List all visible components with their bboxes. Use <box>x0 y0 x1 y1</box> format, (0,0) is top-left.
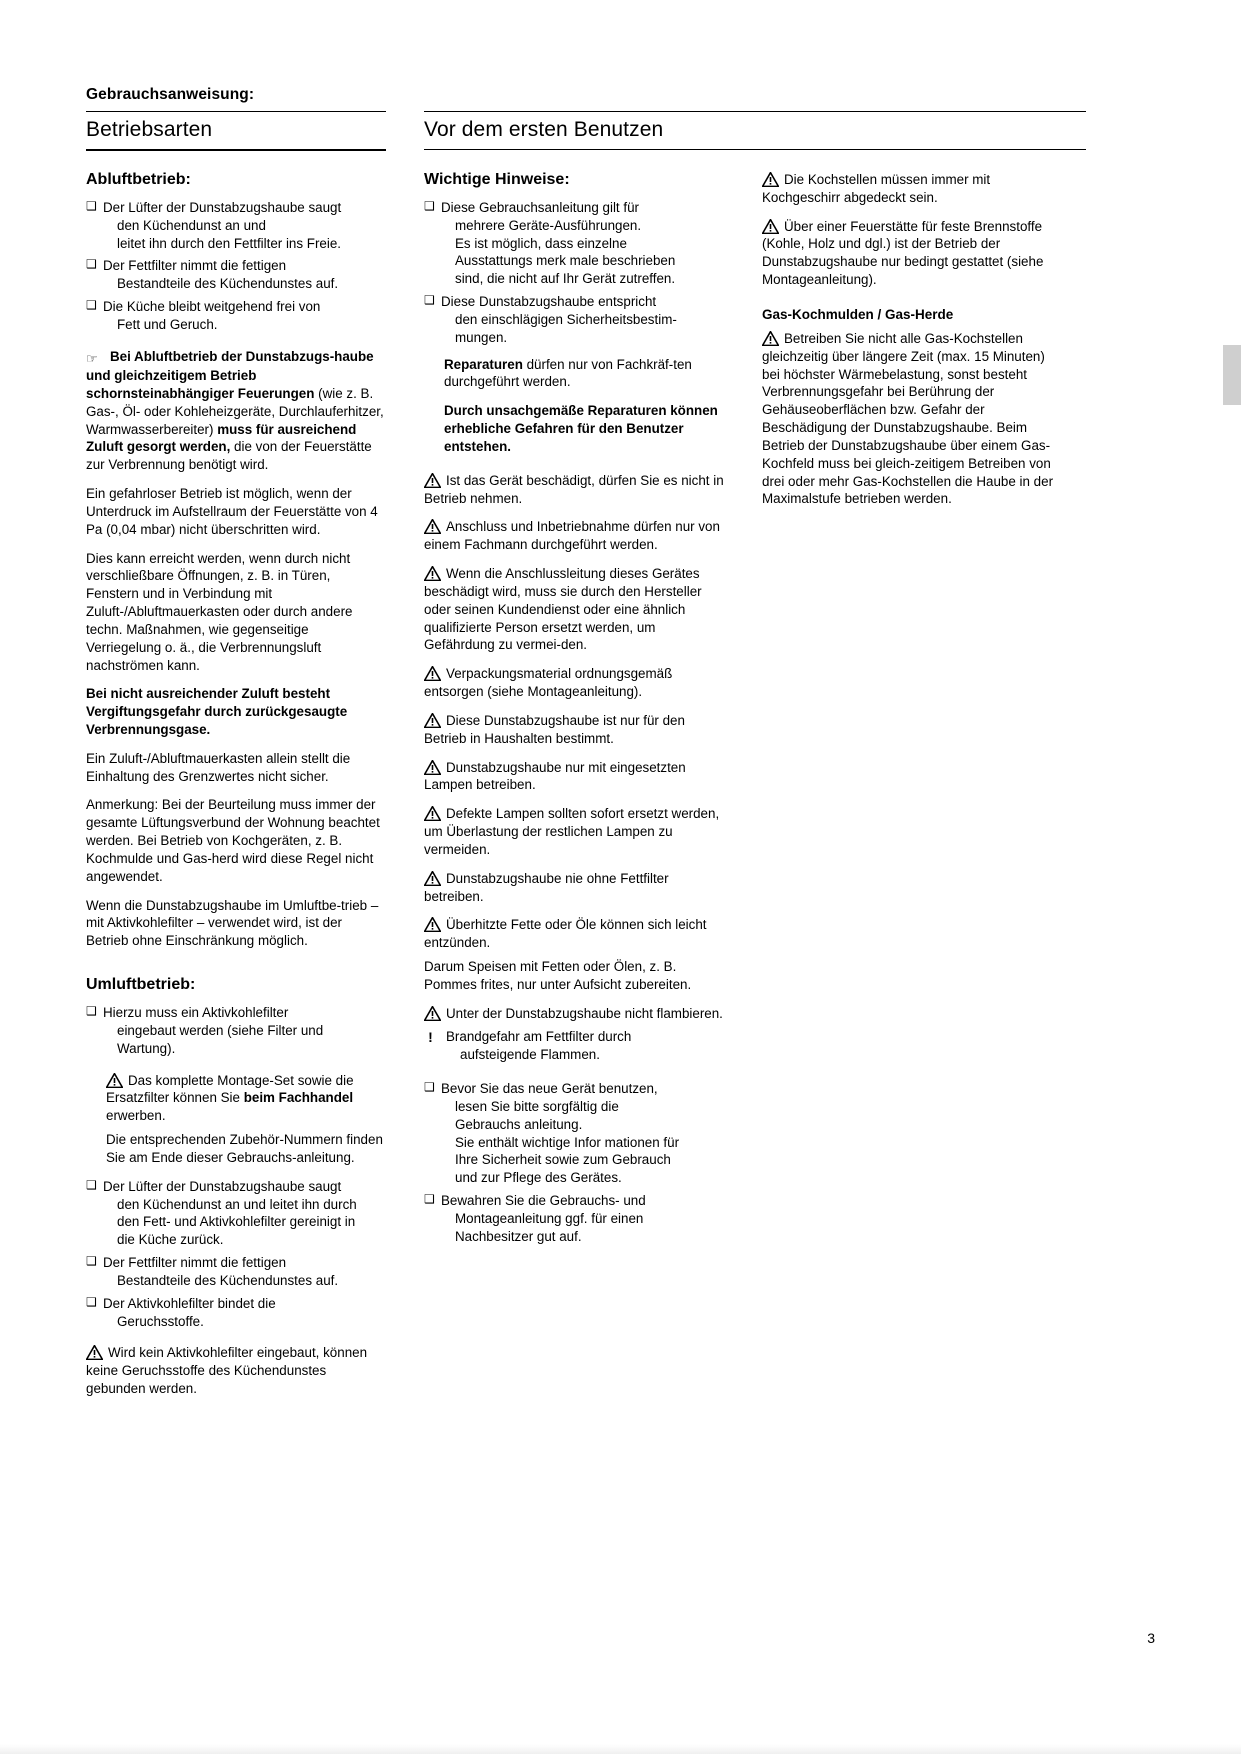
list-item <box>424 293 724 346</box>
list-item-text: den einschlägigen Sicherheitsbestim- <box>455 311 677 327</box>
warning-triangle-icon <box>762 219 779 234</box>
list-item <box>86 1254 386 1290</box>
warning-text: Betreiben Sie nicht alle Gas-Kochstellen gleichzeitig über längere Zeit (max. 15 Minuten) bei höchster Wärmebelastung, sonst besteht Verbrennungsgefahr bei Berührung der Gehäuseoberflächen bzw. Gefahr der Beschädigung der Dunstabzugshaube. Beim Betrieb der Dunstabzugshaube über einem Gas-Kochfeld muss bei gleich-zeitigem Betreiben von drei oder mehr Gas-Kochstellen die Haube in der Maximalstufe betrieben werden. <box>762 330 1054 507</box>
warning-note <box>86 1072 386 1125</box>
warning-text: Dunstabzugshaube nur mit eingesetzten Lampen betreiben. <box>424 759 686 793</box>
bullet-icon: ❑ <box>86 257 97 272</box>
fire-hazard-note <box>424 1028 724 1064</box>
hand-note <box>86 348 386 474</box>
bullet-icon: ❑ <box>424 199 435 213</box>
page-thumb-marker <box>1223 345 1241 405</box>
bullet-icon: ❑ <box>424 1192 435 1207</box>
warning-note <box>762 171 1062 207</box>
warning-text: Dunstabzugshaube nie ohne Fettfilter betreiben. <box>424 870 669 904</box>
bullet-icon: ❑ <box>86 298 97 313</box>
warning-triangle-icon <box>424 871 441 886</box>
warning-triangle-icon <box>424 806 441 821</box>
hand-note-bold2: muss für ausreichend Zuluft gesorgt werden, <box>86 421 357 455</box>
list-item-text: den Küchendunst an und leitet ihn durch <box>117 1196 357 1212</box>
warning-triangle-icon <box>424 760 441 775</box>
warning-text: Unter der Dunstabzugshaube nicht flambieren. <box>446 1005 723 1021</box>
list-item-text: die Küche zurück. <box>117 1232 224 1248</box>
list-item <box>86 1178 386 1249</box>
bullet-icon: ❑ <box>86 1004 97 1019</box>
warning-note-flambe <box>424 1005 724 1023</box>
heading-umluftbetrieb: Umluftbetrieb: <box>86 976 196 994</box>
warning-triangle-icon <box>424 566 441 581</box>
paragraph-bold-text: Bei nicht ausreichender Zuluft besteht Vergiftungsgefahr durch zurückgesaugte Verbrennungsgase. <box>86 686 348 737</box>
list-item-text: Die Küche bleibt weitgehend frei von <box>103 299 321 315</box>
list-item <box>86 199 386 252</box>
list-item-text: Der Fettfilter nimmt die fettigen <box>103 1255 287 1271</box>
hand-note-tail: (wie z. B. Gas-, Öl- oder Kohleheizgeräte, Durchlauferhitzer, Warmwasserbereiter) <box>86 385 384 437</box>
list-item-text: Sie enthält wichtige Infor mationen für <box>455 1134 680 1150</box>
list-item-text: Bewahren Sie die Gebrauchs- und <box>441 1193 646 1209</box>
exclamation-icon: ! <box>428 1029 433 1046</box>
list-item-text: Bestandteile des Küchendunstes auf. <box>117 276 339 292</box>
warning-note <box>424 759 724 795</box>
list-item-text: Hierzu muss ein Aktivkohlefilter <box>103 1005 289 1021</box>
list-item-text: Bestandteile des Küchendunstes auf. <box>117 1272 339 1288</box>
warning-triangle-icon <box>762 331 779 346</box>
header-middle <box>424 86 724 170</box>
page-number: 3 <box>1147 1630 1155 1646</box>
list-item-text: Montageanleitung ggf. für einen <box>455 1210 644 1226</box>
list-item-text: eingebaut werden (siehe Filter und <box>117 1022 324 1038</box>
list-item <box>86 298 386 334</box>
warning-triangle-icon <box>424 666 441 681</box>
paragraph: Ein Zuluft-/Abluftmauerkasten allein stellt die Einhaltung des Grenzwertes nicht sicher. <box>86 750 351 784</box>
left-column-title: Betriebsarten <box>86 118 213 141</box>
list-item <box>86 1004 386 1057</box>
paragraph: Anmerkung: Bei der Beurteilung muss immer der gesamte Lüftungsverbund der Wohnung beachtet werden. Bei Betrieb von Kochgeräten, z. B. Kochmulde und Gas-herd wird diese Regel nicht angewendet. <box>86 797 380 884</box>
bullet-icon: ❑ <box>424 1080 435 1095</box>
bullet-icon: ❑ <box>86 199 97 213</box>
sub-bold2: Durch unsachgemäße Reparaturen können erhebliche Gefahren für den Benutzer entstehen. <box>444 403 718 454</box>
warning-tail: erwerben. <box>106 1108 166 1124</box>
warning-note <box>424 805 724 858</box>
warning-note <box>424 518 724 554</box>
warning-bold: beim Fachhandel <box>243 1090 354 1106</box>
warning-note <box>424 665 724 701</box>
left-title-rule <box>86 149 386 151</box>
warning-triangle-icon <box>424 1006 441 1021</box>
warning-note <box>424 712 724 748</box>
column-middle <box>424 171 724 1251</box>
warning-note-gas <box>762 330 1062 508</box>
list-item-text: Bevor Sie das neue Gerät benutzen, <box>441 1081 658 1097</box>
list-item-text: Ihre Sicherheit sowie zum Gebrauch <box>455 1152 671 1168</box>
hand-note-tail2: die von der Feuerstätte zur Verbrennung benötigt wird. <box>86 439 372 473</box>
body-columns <box>86 171 1156 1409</box>
list-item-text: leitet ihn durch den Fettfilter ins Freie. <box>117 235 342 251</box>
warning-text: Überhitzte Fette oder Öle können sich leicht entzünden. <box>424 917 707 951</box>
warning-triangle-icon <box>424 713 441 728</box>
list-item-text: und zur Pflege des Gerätes. <box>455 1170 622 1186</box>
warning-triangle-icon <box>424 917 441 932</box>
heading-gas-kochmulden: Gas-Kochmulden / Gas-Herde <box>762 306 954 322</box>
list-item-text: Nachbesitzer gut auf. <box>455 1228 582 1244</box>
list-item-text: Der Fettfilter nimmt die fettigen <box>103 258 287 274</box>
pointing-hand-icon: ☞ <box>86 350 98 366</box>
warning-note <box>424 472 724 508</box>
list-item <box>424 1080 724 1187</box>
list-item-text: Geruchsstoffe. <box>117 1313 204 1329</box>
list-item-text: Diese Gebrauchsanleitung gilt für <box>441 200 639 215</box>
list-item <box>86 257 386 293</box>
list-item-text: Es ist möglich, dass einzelne <box>455 235 627 251</box>
middle-column-title: Vor dem ersten Benutzen <box>424 118 664 141</box>
paragraph: Dies kann erreicht werden, wenn durch nicht verschließbare Öffnungen, z. B. in Türen, Fenstern und in Verbindung mit Zuluft-/Abluftmauerkasten oder durch andere techn. Maßnahmen, wie gegenseitige Verriegelung o. ä., die Verbrennungsluft nachströmen kann. <box>86 550 353 673</box>
list-item-text: Gebrauchs anleitung. <box>455 1116 583 1132</box>
page-content <box>86 86 1156 1409</box>
header-left <box>86 86 386 171</box>
list-item <box>86 1295 386 1331</box>
column-right <box>762 171 1062 519</box>
sub-text: dürfen nur von Fachkräf-ten durchgeführt werden. <box>444 356 692 390</box>
warning-note <box>424 870 724 906</box>
kicker-rule <box>86 111 386 112</box>
bullet-icon: ❑ <box>86 1177 97 1192</box>
warning-triangle-icon <box>106 1073 123 1088</box>
document-kicker: Gebrauchsanweisung: <box>86 86 255 103</box>
list-item-text: Wartung). <box>117 1040 176 1056</box>
bullet-icon: ❑ <box>424 293 435 308</box>
list-item-text: den Küchendunst an und <box>117 217 266 233</box>
fire-hazard-text: aufsteigende Flammen. <box>460 1047 600 1063</box>
paragraph-bold <box>86 685 386 738</box>
warning-note-after: Die entsprechenden Zubehör-Nummern finden Sie am Ende dieser Gebrauchs-anleitung. <box>106 1132 383 1165</box>
list-item-text: sind, die nicht auf Ihr Gerät zutreffen. <box>455 271 676 287</box>
paragraph: Ein gefahrloser Betrieb ist möglich, wenn der Unterdruck im Aufstellraum der Feuerstätte von 4 Pa (0,04 mbar) nicht überschritten wird. <box>86 486 378 537</box>
warning-triangle-icon <box>424 473 441 488</box>
warning-note <box>86 1344 386 1397</box>
warning-text: Die Kochstellen müssen immer mit Kochgeschirr abgedeckt sein. <box>762 172 991 205</box>
middle-top-rule <box>424 111 1086 112</box>
warning-text: Über einer Feuerstätte für feste Brennstoffe (Kohle, Holz und dgl.) ist der Betrieb der Dunstabzugshaube nur bedingt gestattet (siehe Montageanleitung). <box>762 218 1044 288</box>
heading-abluftbetrieb: Abluftbetrieb: <box>86 171 191 188</box>
column-left <box>86 171 386 1409</box>
sub-paragraph-reparaturen <box>424 356 724 392</box>
list-item-text: lesen Sie bitte sorgfältig die <box>455 1098 619 1114</box>
heading-wichtige-hinweise: Wichtige Hinweise: <box>424 171 570 188</box>
paragraph: Wenn die Dunstabzugshaube im Umluftbe-trieb – mit Aktivkohlefilter – verwendet wird, ist der Betrieb ohne Einschränkung möglich. <box>86 897 379 949</box>
warning-triangle-icon <box>762 172 779 187</box>
list-item-text: Der Aktivkohlefilter bindet die <box>103 1295 276 1311</box>
bullet-icon: ❑ <box>86 1294 97 1309</box>
list-item <box>424 199 724 288</box>
hand-note-bold: Bei Abluftbetrieb der Dunstabzugs-haube und gleichzeitigem Betrieb schornsteinabhängiger Feuerungen <box>86 348 374 401</box>
warning-text: Anschluss und Inbetriebnahme dürfen nur von einem Fachmann durchgeführt werden. <box>424 519 720 553</box>
warning-text: Wenn die Anschlussleitung dieses Gerätes beschädigt wird, muss sie durch den Hersteller oder seinen Kundendienst oder eine ähnlich qualifizierte Person ersetzt werden, um Gefährdung zu vermei-den. <box>424 566 702 653</box>
middle-title-rule <box>424 149 1086 150</box>
warning-text: Diese Dunstabzugshaube ist nur für den Betrieb in Haushalten bestimmt. <box>424 712 685 746</box>
warning-note-fat-tail: Darum Speisen mit Fetten oder Ölen, z. B. Pommes frites, nur unter Aufsicht zubereiten. <box>424 958 692 992</box>
list-item-text: Ausstattungs merk male beschrieben <box>455 253 676 269</box>
warning-text: Das komplette Montage-Set sowie die Ersatzfilter können Sie <box>106 1072 354 1106</box>
header-row <box>86 86 1156 171</box>
list-item-text: Fett und Geruch. <box>117 316 218 332</box>
warning-text: Verpackungsmaterial ordnungsgemäß entsorgen (siehe Montageanleitung). <box>424 666 673 700</box>
list-item-text: mungen. <box>455 329 508 345</box>
list-item-text: Der Lüfter der Dunstabzugshaube saugt <box>103 1178 342 1194</box>
list-item-text: Diese Dunstabzugshaube entspricht <box>441 294 657 310</box>
fire-hazard-text: Brandgefahr am Fettfilter durch <box>446 1029 632 1045</box>
sub-bold: Reparaturen <box>444 356 523 372</box>
list-item-text: Der Lüfter der Dunstabzugshaube saugt <box>103 200 342 215</box>
bullet-icon: ❑ <box>86 1254 97 1269</box>
sub-paragraph-gefahren <box>424 402 724 455</box>
list-item-text: den Fett- und Aktivkohlefilter gereinigt in <box>117 1214 356 1230</box>
warning-text: Wird kein Aktivkohlefilter eingebaut, können keine Geruchsstoffe des Küchendunstes gebunden werden. <box>86 1345 368 1396</box>
warning-triangle-icon <box>86 1345 103 1360</box>
warning-note-fat <box>424 916 724 952</box>
list-item <box>424 1192 724 1245</box>
warning-text: Defekte Lampen sollten sofort ersetzt werden, um Überlastung der restlichen Lampen zu vermeiden. <box>424 806 720 857</box>
warning-triangle-icon <box>424 519 441 534</box>
warning-text: Ist das Gerät beschädigt, dürfen Sie es nicht in Betrieb nehmen. <box>424 472 724 506</box>
list-item-text: mehrere Geräte-Ausführungen. <box>455 217 642 233</box>
warning-note <box>762 218 1062 289</box>
warning-note <box>424 565 724 654</box>
